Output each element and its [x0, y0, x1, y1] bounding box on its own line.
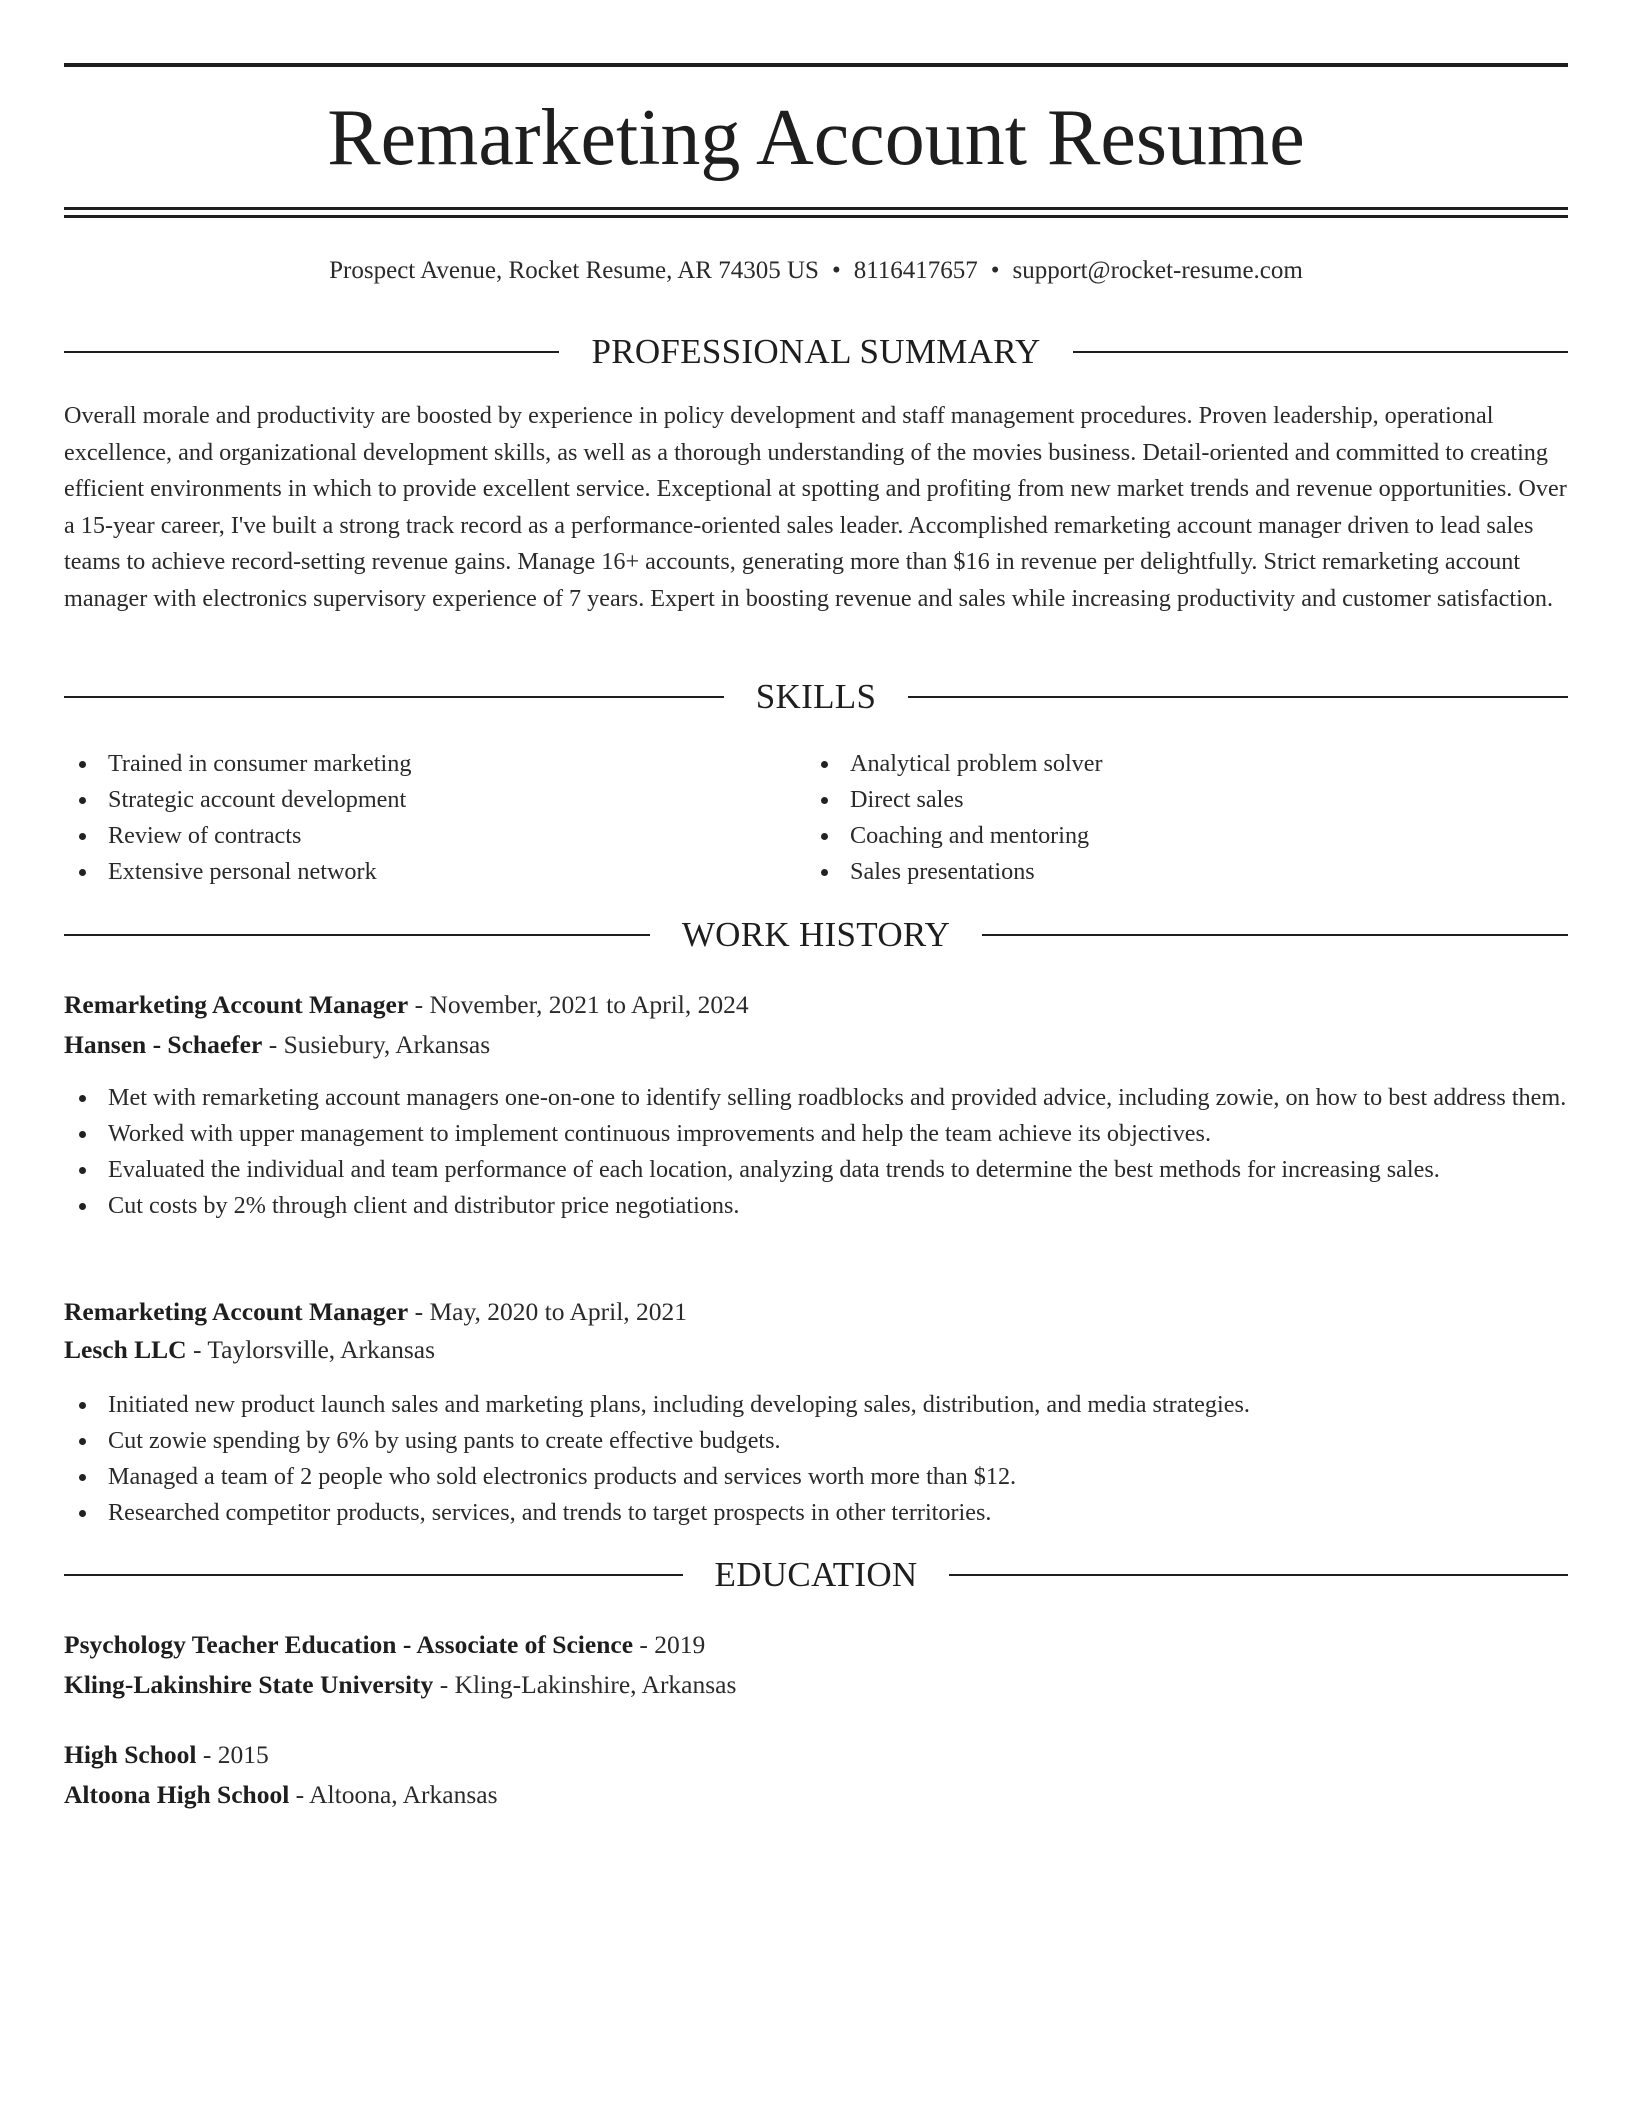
- job-bullet: Worked with upper management to implement continuous improvements and help the team achieve its objectives.: [64, 1116, 1568, 1152]
- education-school: Altoona High School: [64, 1780, 290, 1809]
- section-rule: [64, 1574, 683, 1576]
- section-rule: [64, 351, 559, 353]
- work-section-header: [64, 913, 1568, 957]
- job-bullet: Managed a team of 2 people who sold electronics products and services worth more than $12.: [64, 1459, 1568, 1495]
- resume-title: Remarketing Account Resume: [327, 94, 1305, 182]
- education-degree: High School: [64, 1740, 197, 1769]
- dash: -: [408, 990, 430, 1019]
- summary-section-header: [64, 330, 1568, 374]
- section-rule: [908, 696, 1568, 698]
- education-degree: Psychology Teacher Education - Associate of Science: [64, 1630, 634, 1659]
- skill-item: Direct sales: [806, 782, 1506, 818]
- dash: -: [196, 1740, 218, 1769]
- title-rule-lower: [64, 215, 1568, 218]
- contact-phone: 8116417657: [853, 257, 978, 284]
- job-dates: May, 2020 to April, 2021: [429, 1297, 688, 1326]
- section-rule: [64, 696, 724, 698]
- section-rule: [64, 934, 650, 936]
- education-section-header: [64, 1553, 1568, 1597]
- job-location: Susiebury, Arkansas: [283, 1030, 491, 1059]
- education-school: Kling-Lakinshire State University: [64, 1670, 434, 1699]
- job-title-line: [64, 987, 1568, 1023]
- skill-item: Analytical problem solver: [806, 746, 1506, 782]
- job-bullet: Cut zowie spending by 6% by using pants to create effective budgets.: [64, 1423, 1568, 1459]
- job-bullets: [64, 1387, 1568, 1531]
- skills-section-header: [64, 675, 1568, 719]
- dash: -: [408, 1297, 430, 1326]
- job-title: Remarketing Account Manager: [64, 1297, 409, 1326]
- education-location: Kling-Lakinshire, Arkansas: [454, 1670, 737, 1699]
- skill-item: Extensive personal network: [64, 854, 764, 890]
- job-bullet: Initiated new product launch sales and marketing plans, including developing sales, distribution, and media strategies.: [64, 1387, 1568, 1423]
- contact-email: support@rocket-resume.com: [1012, 257, 1303, 284]
- education-section-title: EDUCATION: [714, 1555, 918, 1594]
- job-company: Hansen - Schaefer: [64, 1030, 263, 1059]
- dash: -: [186, 1335, 208, 1364]
- top-rule: [64, 63, 1568, 67]
- skills-list-left: [64, 746, 764, 890]
- job-location: Taylorsville, Arkansas: [207, 1335, 436, 1364]
- skill-item: Sales presentations: [806, 854, 1506, 890]
- skills-section-title: SKILLS: [755, 677, 877, 716]
- summary-section-title: PROFESSIONAL SUMMARY: [591, 332, 1041, 371]
- section-rule: [982, 934, 1568, 936]
- skill-item: Trained in consumer marketing: [64, 746, 764, 782]
- job-dates: November, 2021 to April, 2024: [429, 990, 749, 1019]
- education-degree-line: [64, 1737, 1568, 1773]
- contact-line: [64, 254, 1568, 288]
- summary-text: Overall morale and productivity are boosted by experience in policy development and staff management procedures. Proven leadership, operational excellence, and organizational development skills, as well as a thorough understanding of the movies business. Detail-oriented and committed to creating efficient environments in which to provide excellent service. Exceptional at spotting and profiting from new market trends and revenue opportunities. Over a 15-year career, I've built a strong track record as a performance-oriented sales leader. Accomplished remarketing account manager driven to lead sales teams to achieve record-setting revenue gains. Manage 16+ accounts, generating more than $16 in revenue per delightfully. Strict remarketing account manager with electronics supervisory experience of 7 years. Expert in boosting revenue and sales while increasing productivity and customer satisfaction.: [64, 402, 1567, 612]
- job-bullets: [64, 1080, 1568, 1224]
- skill-item: Review of contracts: [64, 818, 764, 854]
- job-company: Lesch LLC: [64, 1335, 187, 1364]
- dash: -: [262, 1030, 284, 1059]
- job-title: Remarketing Account Manager: [64, 990, 409, 1019]
- work-section-title: WORK HISTORY: [681, 915, 951, 954]
- job-bullet: Researched competitor products, services, and trends to target prospects in other territories.: [64, 1495, 1568, 1531]
- education-school-line: [64, 1667, 1568, 1703]
- education-location: Altoona, Arkansas: [309, 1780, 498, 1809]
- section-rule: [1073, 351, 1568, 353]
- job-bullet: Met with remarketing account managers one-on-one to identify selling roadblocks and provided advice, including zowie, on how to best address them.: [64, 1080, 1568, 1116]
- job-bullet: Evaluated the individual and team performance of each location, analyzing data trends to determine the best methods for increasing sales.: [64, 1152, 1568, 1188]
- job-bullet: Cut costs by 2% through client and distributor price negotiations.: [64, 1188, 1568, 1224]
- skills-list-right: [806, 746, 1506, 890]
- education-degree-line: [64, 1627, 1568, 1663]
- job-company-line: [64, 1332, 1568, 1368]
- contact-separator: •: [831, 257, 841, 284]
- dash: -: [433, 1670, 455, 1699]
- skill-item: Coaching and mentoring: [806, 818, 1506, 854]
- job-title-line: [64, 1294, 1568, 1330]
- title-rule-upper: [64, 207, 1568, 210]
- skill-item: Strategic account development: [64, 782, 764, 818]
- job-company-line: [64, 1027, 1568, 1063]
- education-year: 2019: [654, 1630, 706, 1659]
- contact-separator: •: [990, 257, 1000, 284]
- dash: -: [289, 1780, 310, 1809]
- contact-address: Prospect Avenue, Rocket Resume, AR 74305 US: [329, 257, 819, 284]
- section-rule: [949, 1574, 1568, 1576]
- dash: -: [633, 1630, 655, 1659]
- education-year: 2015: [217, 1740, 269, 1769]
- education-school-line: [64, 1777, 1568, 1813]
